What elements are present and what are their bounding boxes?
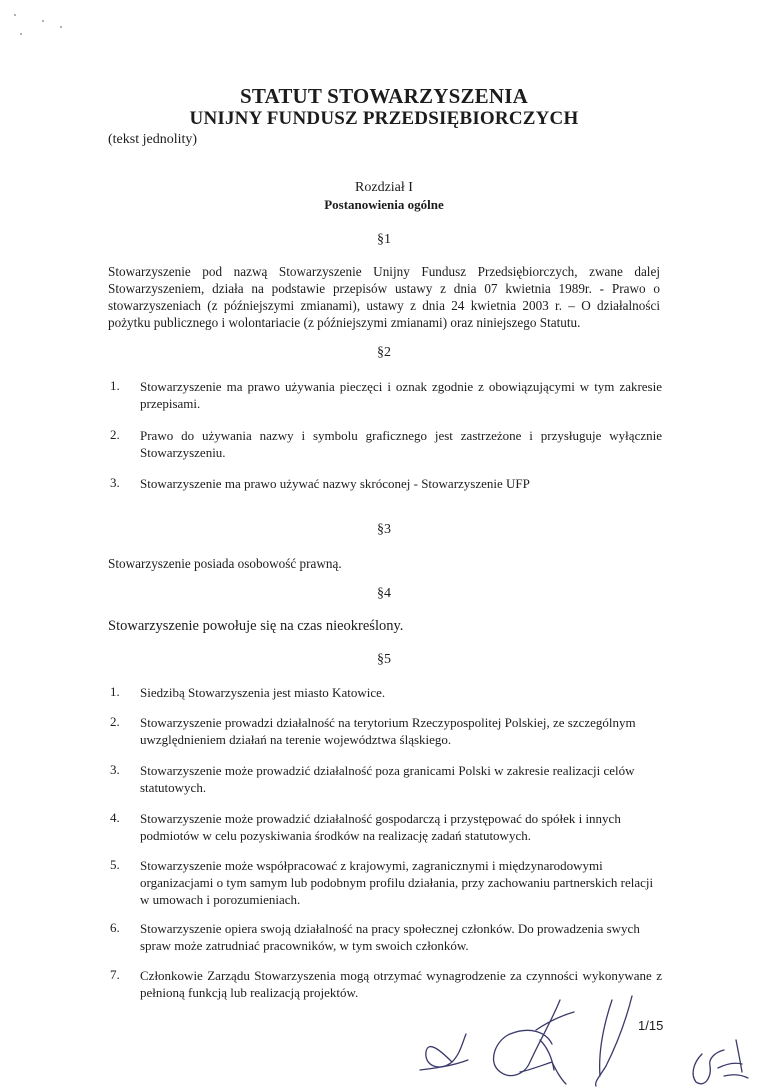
list-item-text: Stowarzyszenie ma prawo używać nazwy skróconej - Stowarzyszenie UFP [140,476,530,491]
list-item-number: 6. [110,920,120,935]
list-item-text: Stowarzyszenie opiera swoją działalność na pracy społecznej członków. Do prowadzenia swych spraw może zatrudniać pracowników, w tym swoich członków. [140,921,640,953]
list-item-number: 1. [110,684,120,699]
list-item-text: Stowarzyszenie może współpracować z krajowymi, zagranicznymi i międzynarodowymi organizacjami o tym samym lub podobnym profilu działania, przy zachowaniu partnerskich relacji w umowach i porozumieniach. [140,858,654,907]
list-item-number: 3. [110,475,120,490]
section-mark-5: §5 [377,652,391,667]
list-item-number: 4. [110,810,120,825]
chapter-subtitle: Postanowienia ogólne [324,197,444,212]
list-item-text: Stowarzyszenie może prowadzić działalność poza granicami Polski w zakresie realizacji celów statutowych. [140,763,635,795]
list-item-number: 5. [110,857,120,872]
list-item-number: 2. [110,427,120,442]
section-mark-3: §3 [377,522,391,537]
document-title-line1: STATUT STOWARZYSZENIA [240,84,528,108]
list-item-number: 2. [110,714,120,729]
list-item-text: Członkowie Zarządu Stowarzyszenia mogą otrzymać wynagrodzenie za czynności wykonywane z pełnioną funkcją lub realizacją projektów. [140,968,662,1000]
chapter-heading: Rozdział I [355,180,413,195]
list-item-text: Stowarzyszenie może prowadzić działalność gospodarczą i przystępować do spółek i innych podmiotów w celu pozyskiwania środków na realizację zadań statutowych. [140,811,621,843]
section-mark-4: §4 [377,586,391,601]
section-mark-2: §2 [377,345,391,360]
section-1-text: Stowarzyszenie pod nazwą Stowarzyszenie Unijny Fundusz Przedsiębiorczych, zwane dalej Stowarzyszeniem, działa na podstawie przepisów ustawy z dnia 07 kwietnia 1989r. - Prawo o stowarzyszeniach (z późniejszymi zmianami), ustawy z dnia 24 kwietnia 2003 r. – O działalności pożytku publicznego i wolontariacie (z późniejszymi zmianami) oraz niniejszego Statutu. [108,264,660,330]
document-subtitle: (tekst jednolity) [108,132,198,147]
list-item-text: Siedzibą Stowarzyszenia jest miasto Katowice. [140,685,386,700]
list-item-text: Stowarzyszenie prowadzi działalność na terytorium Rzeczypospolitej Polskiej, ze szczególnym uwzględnieniem działań na terenie województwa śląskiego. [140,715,636,747]
page-number: 1/15 [638,1018,664,1033]
section-3-text: Stowarzyszenie posiada osobowość prawną. [108,556,342,571]
list-item-number: 1. [110,378,120,393]
list-item-text: Prawo do używania nazwy i symbolu graficznego jest zastrzeżone i przysługuje wyłącznie Stowarzyszeniu. [140,428,662,460]
document-title-line2: UNIJNY FUNDUSZ PRZEDSIĘBIORCZYCH [189,108,579,129]
list-item-number: 7. [110,967,120,982]
list-item-number: 3. [110,762,120,777]
list-item-text: Stowarzyszenie ma prawo używania pieczęci i oznak zgodnie z obowiązującymi w tym zakresie przepisami. [140,379,662,411]
section-4-text: Stowarzyszenie powołuje się na czas nieokreślony. [108,618,404,634]
section-mark-1: §1 [377,232,391,247]
